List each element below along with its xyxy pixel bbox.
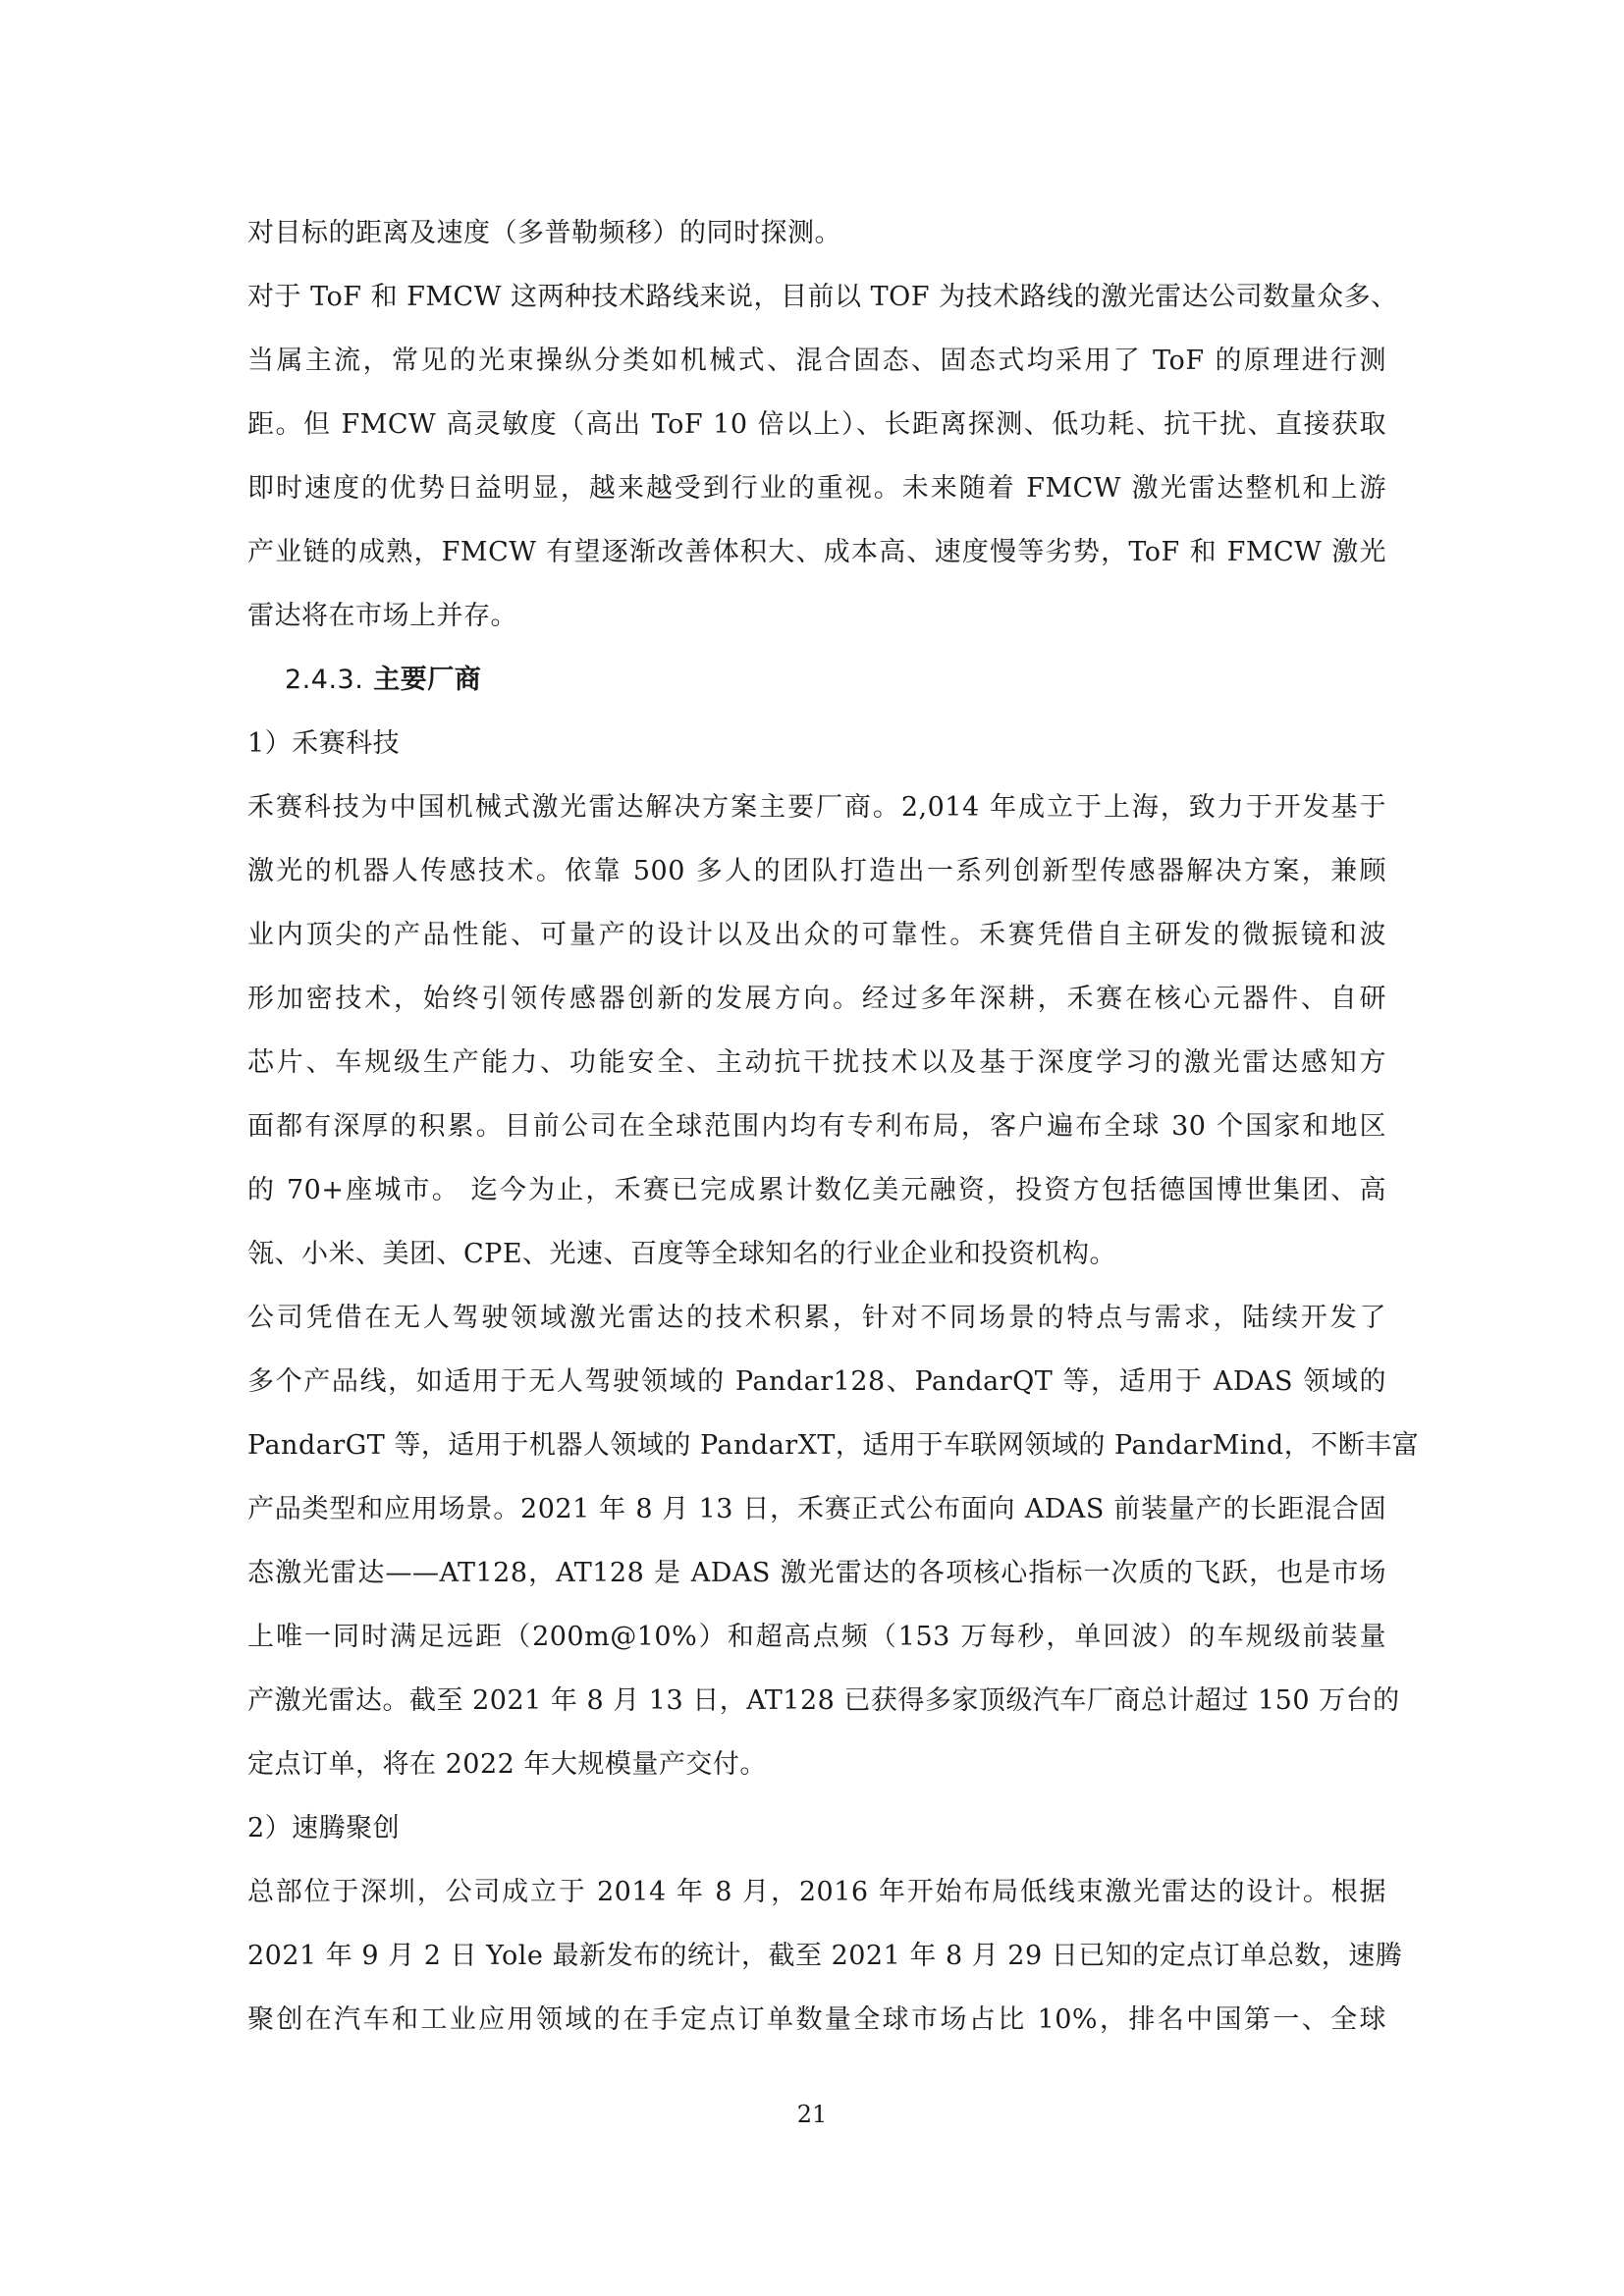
document-body [247,201,1420,2052]
text-line: 2021 年 9 月 2 日 Yole 最新发布的统计，截至 2021 年 8 月 29 日已知的定点订单总数，速腾 [247,1941,1403,1971]
text-line: 的 70+座城市。 迄今为止，禾赛已完成累计数亿美元融资，投资方包括德国博世集团、高 [247,1175,1386,1205]
text-line: 瓴、小米、美团、CPE、光速、百度等全球知名的行业企业和投资机构。 [247,1239,1117,1269]
page-number: 21 [796,2101,828,2128]
text-line: 距。但 FMCW 高灵敏度（高出 ToF 10 倍以上）、长距离探测、低功耗、抗干扰、直接获取 [247,409,1386,440]
text-line: 对于 ToF 和 FMCW 这两种技术路线来说，目前以 TOF 为技术路线的激光雷达公司数量众多、 [247,282,1398,312]
section-heading-number: 2.4.3. [285,665,364,695]
company-section-hesai [247,712,1420,1796]
text-line: 产品类型和应用场景。2021 年 8 月 13 日，禾赛正式公布面向 ADAS 前装量产的长距混合固 [247,1494,1386,1524]
text-line: 业内顶尖的产品性能、可量产的设计以及出众的可靠性。禾赛凭借自主研发的微振镜和波 [247,920,1386,950]
company-section-robosense [247,1796,1403,2052]
text-line: 芯片、车规级生产能力、功能安全、主动抗干扰技术以及基于深度学习的激光雷达感知方 [247,1047,1386,1078]
company-title: 2）速腾聚创 [247,1813,401,1843]
text-line: 多个产品线，如适用于无人驾驶领域的 Pandar128、PandarQT 等，适用于 ADAS 领域的 [247,1366,1386,1397]
text-line: 对目标的距离及速度（多普勒频移）的同时探测。 [247,218,841,248]
text-line: PandarGT 等，适用于机器人领域的 PandarXT，适用于车联网领域的 PandarMind，不断丰富 [247,1430,1420,1461]
text-line: 当属主流，常见的光束操纵分类如机械式、混合固态、固态式均采用了 ToF 的原理进行测 [247,346,1386,376]
text-line: 公司凭借在无人驾驶领域激光雷达的技术积累，针对不同场景的特点与需求，陆续开发了 [247,1303,1386,1333]
text-line: 即时速度的优势日益明显，越来越受到行业的重视。未来随着 FMCW 激光雷达整机和上游 [247,473,1386,504]
text-line: 产激光雷达。截至 2021 年 8 月 13 日，AT128 已获得多家顶级汽车厂商总计超过 150 万台的 [247,1685,1400,1716]
text-line: 聚创在汽车和工业应用领域的在手定点订单数量全球市场占比 10%，排名中国第一、全球 [247,2004,1386,2035]
text-line: 激光的机器人传感技术。依靠 500 多人的团队打造出一系列创新型传感器解决方案，兼顾 [247,856,1386,886]
text-line: 面都有深厚的积累。目前公司在全球范围内均有专利布局，客户遍布全球 30 个国家和地区 [247,1111,1386,1142]
company-title: 1）禾赛科技 [247,728,401,759]
text-line: 雷达将在市场上并存。 [247,601,517,631]
intro-paragraph [247,201,1398,648]
text-line: 态激光雷达——AT128，AT128 是 ADAS 激光雷达的各项核心指标一次质的飞跃，也是市场 [247,1558,1386,1588]
text-line: 总部位于深圳，公司成立于 2014 年 8 月，2016 年开始布局低线束激光雷达的设计。根据 [247,1877,1386,1907]
text-line: 定点订单，将在 2022 年大规模量产交付。 [247,1749,767,1780]
section-heading-title: 主要厂商 [373,665,482,695]
text-line: 形加密技术，始终引领传感器创新的发展方向。经过多年深耕，禾赛在核心元器件、自研 [247,984,1386,1014]
text-line: 禾赛科技为中国机械式激光雷达解决方案主要厂商。2,014 年成立于上海，致力于开发基于 [247,792,1386,823]
section-heading [247,648,1386,712]
text-line: 产业链的成熟，FMCW 有望逐渐改善体积大、成本高、速度慢等劣势，ToF 和 FMCW 激光 [247,537,1386,567]
text-line: 上唯一同时满足远距（200m@10%）和超高点频（153 万每秒，单回波）的车规级前装量 [247,1622,1386,1652]
